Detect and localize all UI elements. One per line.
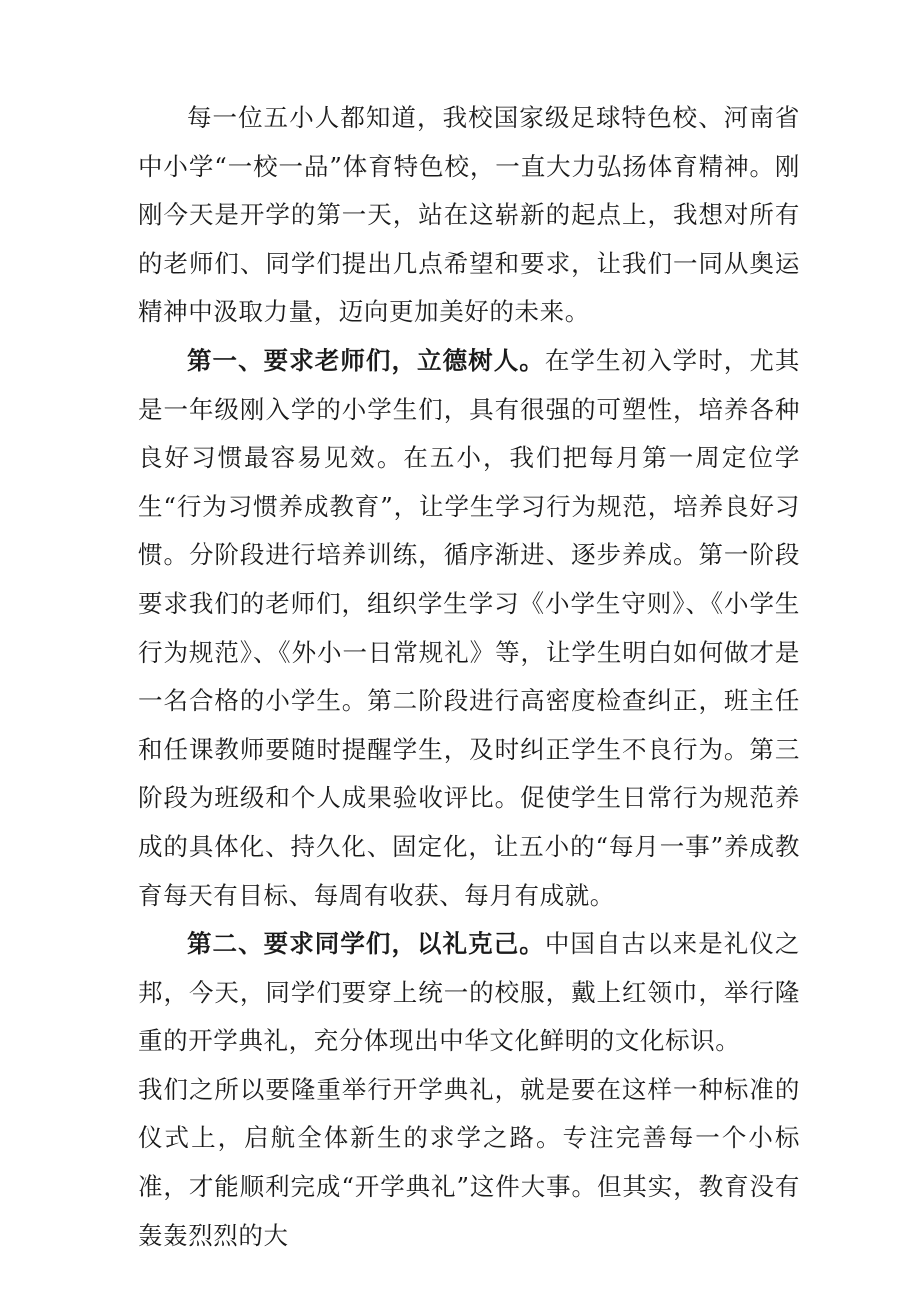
paragraph-intro	[138, 94, 800, 337]
paragraph-text: 中国自古以来是礼仪之邦，今天，同学们要穿上统一的校服，戴上红领巾，举行隆重的开学典礼，充分体现出中华文化鲜明的文化标识。	[138, 929, 801, 1056]
paragraph-lead: 第一、要求老师们，立德树人。	[187, 345, 545, 375]
paragraph-students	[138, 920, 800, 1066]
paragraph-text: 在学生初入学时，尤其是一年级刚入学的小学生们，具有很强的可塑性，培养各种良好习惯最容易见效。在五小，我们把每月第一周定位学生“行为习惯养成教育”，让学生学习行为规范，培养良好习惯。分阶段进行培养训练，循序渐进、逐步养成。第一阶段要求我们的老师们，组织学生学习《小学生守则》、《小学生行为规范》、《外小一日常规礼》等，让学生明白如何做才是一名合格的小学生。第二阶段进行高密度检查纠正，班主任和任课教师要随时提醒学生，及时纠正学生不良行为。第三阶段为班级和个人成果验收评比。促使学生日常行为规范养成的具体化、持久化、固定化，让五小的“每月一事”养成教育每天有目标、每周有收获、每月有成就。	[138, 345, 801, 910]
paragraph-lead: 第二、要求同学们，以礼克己。	[187, 929, 545, 959]
paragraph-text: 我们之所以要隆重举行开学典礼，就是要在这样一种标准的仪式上，启航全体新生的求学之路。专注完善每一个小标准，才能顺利完成“开学典礼”这件大事。但其实，教育没有轰轰烈烈的大	[138, 1074, 800, 1250]
paragraph-teachers	[138, 337, 800, 920]
paragraph-text: 每一位五小人都知道，我校国家级足球特色校、河南省中小学“一校一品”体育特色校，一直大力弘扬体育精神。刚刚今天是开学的第一天，站在这崭新的起点上，我想对所有的老师们、同学们提出几点希望和要求，让我们一同从奥运精神中汲取力量，迈向更加美好的未来。	[138, 103, 800, 327]
paragraph-ceremony	[138, 1066, 800, 1260]
